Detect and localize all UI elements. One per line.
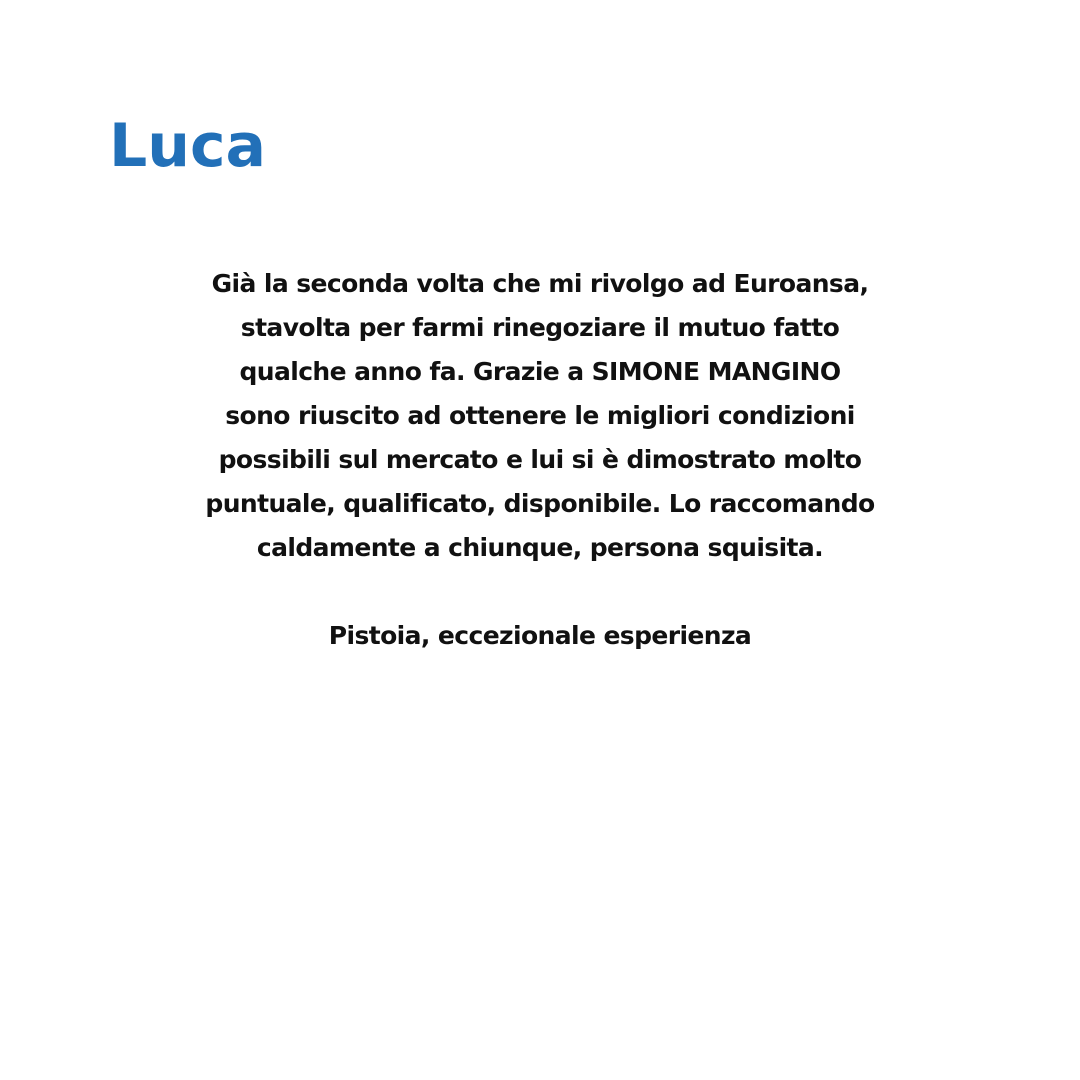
review-text-line: caldamente a chiunque, persona squisita.	[256, 533, 824, 562]
review-text-line: sono riuscito ad ottenere le migliori condizioni	[225, 401, 855, 430]
reviewer-name: Luca	[109, 111, 267, 181]
review-text-line: stavolta per farmi rinegoziare il mutuo fatto	[240, 313, 840, 342]
review-text-line: possibili sul mercato e lui si è dimostrato molto	[218, 445, 862, 474]
review-text-line: Già la seconda volta che mi rivolgo ad Euroansa,	[211, 269, 869, 298]
review-text	[140, 262, 940, 570]
review-text-line: qualche anno fa. Grazie a SIMONE MANGINO	[239, 357, 841, 386]
review-text-line: puntuale, qualificato, disponibile. Lo raccomando	[205, 489, 875, 518]
review-location-summary: Pistoia, eccezionale esperienza	[328, 621, 752, 650]
